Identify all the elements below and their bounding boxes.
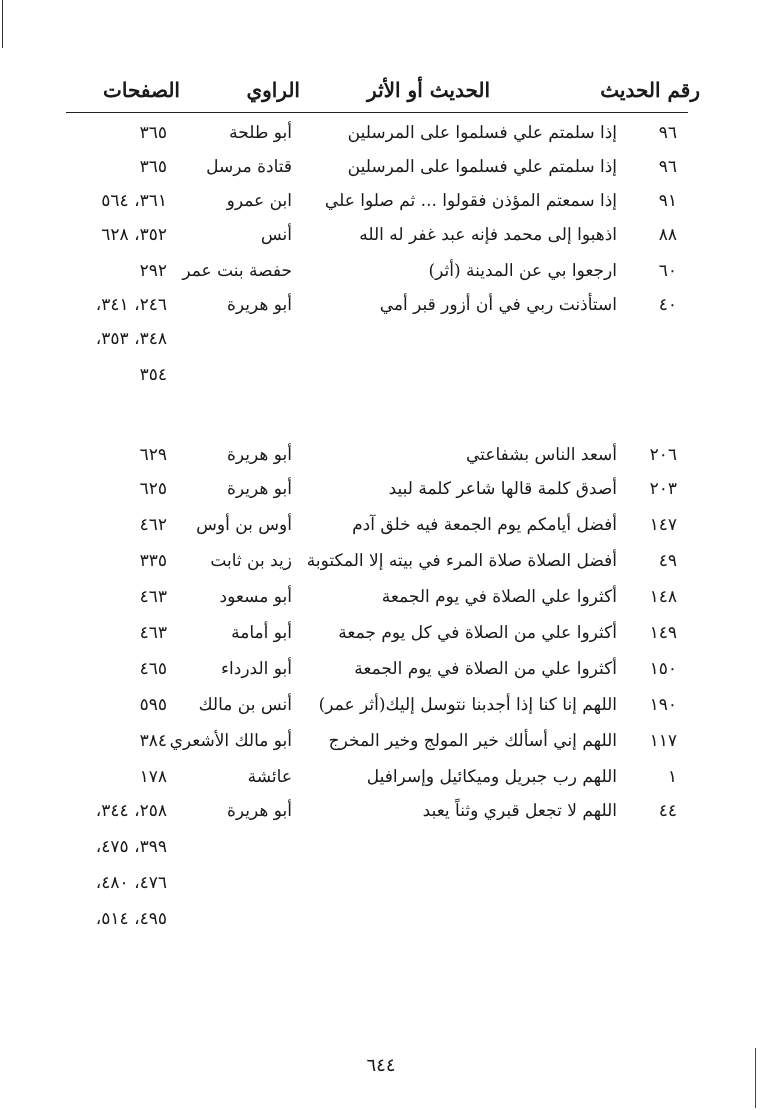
hadith-number: ١٥٠ bbox=[649, 659, 677, 679]
hadith-number: ٤٤ bbox=[658, 801, 677, 821]
page-refs: ٤٦٣ bbox=[139, 623, 167, 643]
page-refs: ٣٩٩، ٤٧٥، bbox=[95, 837, 167, 857]
hadith-text: اللهم لا تجعل قبري وثناً يعبد bbox=[422, 801, 617, 821]
narrator: ابن عمرو bbox=[226, 191, 292, 211]
narrator: أبو مالك الأشعري bbox=[169, 731, 292, 751]
table-row bbox=[0, 546, 762, 576]
narrator: أبو هريرة bbox=[226, 479, 292, 499]
table-row bbox=[0, 220, 762, 250]
page-refs: ٣٦٥ bbox=[139, 157, 167, 177]
header-number: رقم الحديث bbox=[600, 78, 700, 102]
page-refs: ٦٢٩ bbox=[139, 445, 167, 465]
hadith-text: أكثروا علي من الصلاة في كل يوم جمعة bbox=[338, 623, 617, 643]
hadith-text: أفضل الصلاة صلاة المرء في بيته إلا المكتوبة bbox=[306, 551, 617, 571]
table-row bbox=[0, 440, 762, 470]
table-row bbox=[0, 256, 762, 286]
table-row bbox=[0, 654, 762, 684]
page-refs: ٤٦٥ bbox=[139, 659, 167, 679]
hadith-text: أصدق كلمة قالها شاعر كلمة لبيد bbox=[388, 479, 617, 499]
hadith-number: ١٤٨ bbox=[649, 587, 677, 607]
narrator: أبو هريرة bbox=[226, 295, 292, 315]
hadith-number: ٩١ bbox=[658, 191, 677, 211]
narrator: أوس بن أوس bbox=[196, 515, 292, 535]
table-row bbox=[0, 904, 762, 934]
table-row bbox=[0, 796, 762, 826]
table-row bbox=[0, 726, 762, 756]
hadith-text: اذهبوا إلى محمد فإنه عبد غفر له الله bbox=[359, 225, 617, 245]
table-row bbox=[0, 360, 762, 390]
page-refs: ٤٩٥، ٥١٤، bbox=[95, 909, 167, 929]
hadith-text: أسعد الناس بشفاعتي bbox=[466, 445, 617, 465]
page-refs: ٣٥٤ bbox=[139, 365, 167, 385]
page-refs: ٢٩٢ bbox=[139, 261, 167, 281]
table-row bbox=[0, 582, 762, 612]
page-refs: ٦٢٥ bbox=[139, 479, 167, 499]
narrator: أنس بن مالك bbox=[198, 695, 292, 715]
page-number: ٦٤٤ bbox=[366, 1055, 396, 1076]
table-row bbox=[0, 118, 762, 148]
hadith-number: ٩٦ bbox=[658, 123, 677, 143]
table-row bbox=[0, 868, 762, 898]
hadith-number: ٦٠ bbox=[658, 261, 677, 281]
hadith-number: ١٤٧ bbox=[649, 515, 677, 535]
header-pages: الصفحات bbox=[103, 78, 180, 102]
table-row bbox=[0, 762, 762, 792]
hadith-number: ٩٦ bbox=[658, 157, 677, 177]
hadith-text: اللهم رب جبريل وميكائيل وإسرافيل bbox=[366, 767, 617, 787]
page-refs: ٥٩٥ bbox=[139, 695, 167, 715]
narrator: أبو هريرة bbox=[226, 801, 292, 821]
hadith-number: ١ bbox=[667, 767, 677, 787]
narrator: حفصة بنت عمر bbox=[182, 261, 292, 281]
narrator: أبو هريرة bbox=[226, 445, 292, 465]
hadith-text: أكثروا علي من الصلاة في يوم الجمعة bbox=[354, 659, 617, 679]
table-header bbox=[60, 78, 700, 112]
table-row bbox=[0, 324, 762, 354]
hadith-text: اللهم إنا كنا إذا أجدبنا نتوسل إليك(أثر عمر) bbox=[318, 695, 617, 715]
narrator: أبو أمامة bbox=[231, 623, 292, 643]
page-refs: ٤٧٦، ٤٨٠، bbox=[95, 873, 167, 893]
table-row bbox=[0, 510, 762, 540]
hadith-number: ٤٩ bbox=[658, 551, 677, 571]
page-refs: ٣٨٤ bbox=[139, 731, 167, 751]
header-divider bbox=[66, 112, 688, 113]
hadith-number: ٢٠٣ bbox=[649, 479, 677, 499]
hadith-number: ٨٨ bbox=[658, 225, 677, 245]
narrator: عائشة bbox=[247, 767, 292, 787]
page-refs: ٣٤٨، ٣٥٣، bbox=[95, 329, 167, 349]
hadith-text: إذا سلمتم علي فسلموا على المرسلين bbox=[347, 123, 617, 143]
narrator: أبو الدرداء bbox=[221, 659, 292, 679]
hadith-text: استأذنت ربي في أن أزور قبر أمي bbox=[379, 295, 617, 315]
table-row bbox=[0, 690, 762, 720]
page-refs: ٢٤٦، ٣٤١، bbox=[95, 295, 167, 315]
page-refs: ٣٣٥ bbox=[139, 551, 167, 571]
page-refs: ٣٥٢، ٦٢٨ bbox=[101, 225, 167, 245]
narrator: أبو طلحة bbox=[229, 123, 292, 143]
hadith-number: ١١٧ bbox=[649, 731, 677, 751]
hadith-text: أكثروا علي الصلاة في يوم الجمعة bbox=[381, 587, 617, 607]
hadith-text: إذا سلمتم علي فسلموا على المرسلين bbox=[347, 157, 617, 177]
table-row bbox=[0, 832, 762, 862]
hadith-number: ١٤٩ bbox=[649, 623, 677, 643]
narrator: أبو مسعود bbox=[219, 587, 292, 607]
narrator: أنس bbox=[260, 225, 292, 245]
hadith-text: ارجعوا بي عن المدينة (أثر) bbox=[428, 261, 617, 281]
table-row bbox=[0, 186, 762, 216]
table-row bbox=[0, 152, 762, 182]
page-refs: ٤٦٢ bbox=[139, 515, 167, 535]
left-margin-rule bbox=[2, 0, 3, 48]
narrator: زيد بن ثابت bbox=[210, 551, 292, 571]
header-hadith: الحديث أو الأثر bbox=[367, 78, 490, 102]
hadith-text: أفضل أيامكم يوم الجمعة فيه خلق آدم bbox=[352, 515, 617, 535]
header-narrator: الراوي bbox=[246, 78, 300, 102]
page-refs: ٣٦١، ٥٦٤ bbox=[101, 191, 167, 211]
table-row bbox=[0, 474, 762, 504]
page-refs: ١٧٨ bbox=[139, 767, 167, 787]
hadith-text: إذا سمعتم المؤذن فقولوا ... ثم صلوا علي bbox=[324, 191, 617, 211]
table-row bbox=[0, 290, 762, 320]
page-refs: ٣٦٥ bbox=[139, 123, 167, 143]
hadith-number: ١٩٠ bbox=[649, 695, 677, 715]
hadith-number: ٢٠٦ bbox=[649, 445, 677, 465]
narrator: قتادة مرسل bbox=[206, 157, 292, 177]
hadith-number: ٤٠ bbox=[658, 295, 677, 315]
table-row bbox=[0, 618, 762, 648]
hadith-text: اللهم إني أسألك خير المولج وخير المخرج bbox=[328, 731, 617, 751]
page-refs: ٢٥٨، ٣٤٤، bbox=[95, 801, 167, 821]
page-refs: ٤٦٣ bbox=[139, 587, 167, 607]
